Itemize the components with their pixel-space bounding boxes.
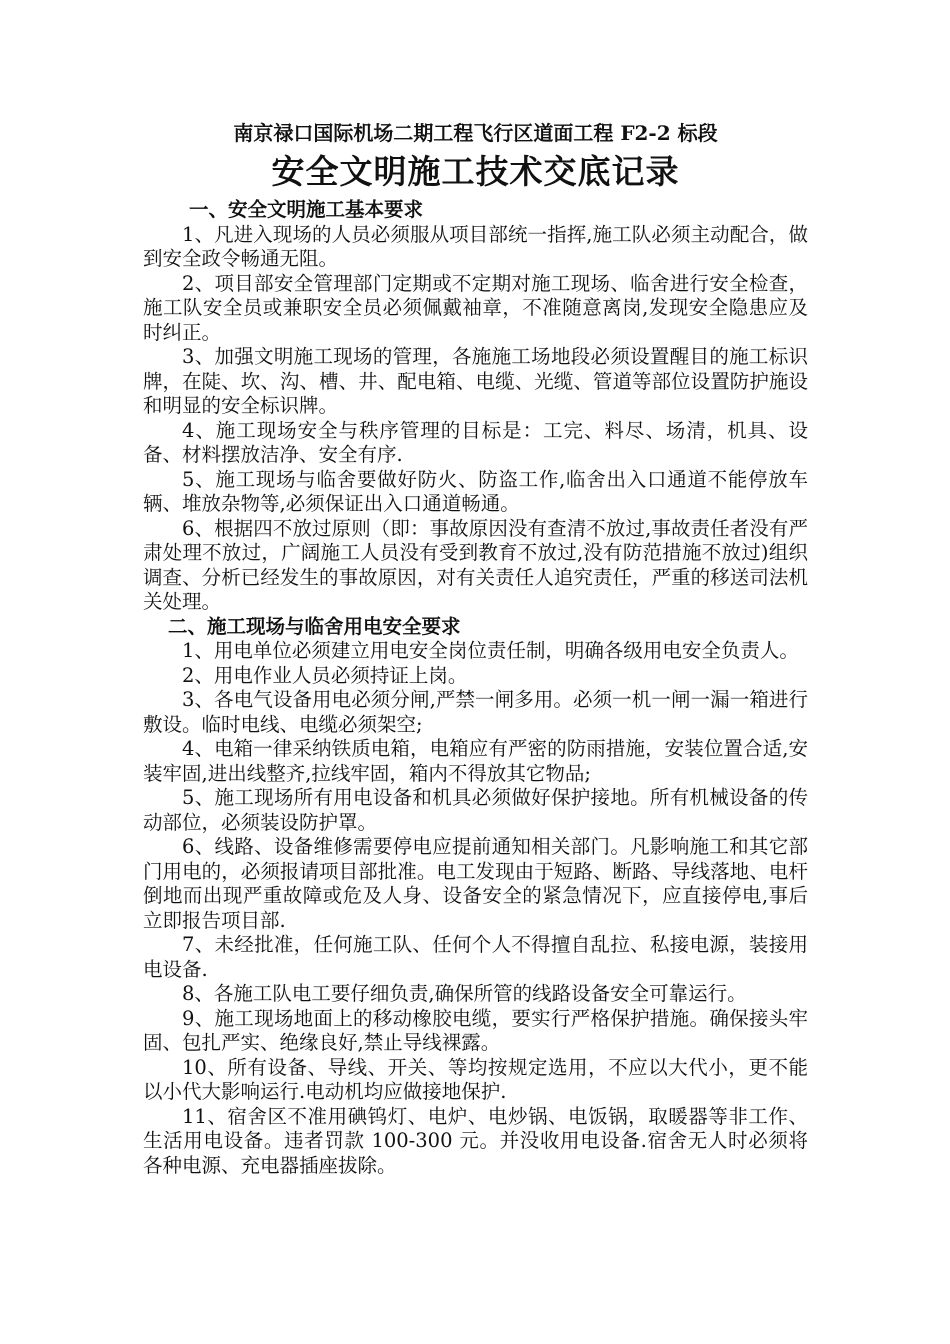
section-basic-requirements: [143, 198, 808, 615]
document-page: [143, 118, 808, 1178]
paragraph: 6、线路、设备维修需要停电应提前通知相关部门。凡影响施工和其它部门用电的，必须报请项目部批准。电工发现由于短路、断路、导线落地、电杆倒地而出现严重故障或危及人身、设备安全的紧急情况下，应直接停电,事后立即报告项目部.: [143, 835, 808, 932]
paragraph: 6、根据四不放过原则（即：事故原因没有查清不放过,事故责任者没有严肃处理不放过，广阔施工人员没有受到教育不放过,没有防范措施不放过)组织调查、分析已经发生的事故原因，对有关责任人追究责任，严重的移送司法机关处理。: [143, 516, 808, 613]
paragraph: 3、各电气设备用电必须分闸,严禁一闸多用。必须一机一闸一漏一箱进行敷设。临时电线、电缆必须架空;: [143, 688, 808, 736]
document-title: 安全文明施工技术交底记录: [271, 152, 680, 191]
section-heading: 二、施工现场与临舍用电安全要求: [168, 614, 461, 638]
paragraph: 2、项目部安全管理部门定期或不定期对施工现场、临舍进行安全检查，施工队安全员或兼职安全员必须佩戴袖章，不准随意离岗,发现安全隐患应及时纠正。: [143, 271, 808, 344]
section-electrical-safety: [143, 615, 808, 1179]
paragraph: 8、各施工队电工要仔细负责,确保所管的线路设备安全可靠运行。: [182, 982, 747, 1005]
document-subtitle: 南京禄口国际机场二期工程飞行区道面工程 F2-2 标段: [233, 121, 718, 145]
section-heading: 一、安全文明施工基本要求: [189, 198, 424, 221]
paragraph: 1、凡进入现场的人员必须服从项目部统一指挥,施工队必须主动配合，做到安全政令畅通无阻。: [143, 222, 808, 270]
paragraph: 4、电箱一律采纳铁质电箱，电箱应有严密的防雨措施，安装位置合适,安装牢固,进出线整齐,拉线牢固，箱内不得放其它物品;: [143, 737, 808, 785]
paragraph: 9、施工现场地面上的移动橡胶电缆，要实行严格保护措施。确保接头牢固、包扎严实、绝缘良好,禁止导线裸露。: [143, 1006, 808, 1054]
paragraph: 4、施工现场安全与秩序管理的目标是：工完、料尽、场清，机具、设备、材料摆放洁净、安全有序.: [143, 418, 808, 466]
paragraph: 1、用电单位必须建立用电安全岗位责任制，明确各级用电安全负责人。: [182, 639, 799, 662]
paragraph: 5、施工现场所有用电设备和机具必须做好保护接地。所有机械设备的传动部位，必须装设防护罩。: [143, 786, 808, 834]
paragraph: 11、宿舍区不准用碘钨灯、电炉、电炒锅、电饭锅，取暖器等非工作、生活用电设备。违者罚款 100-300 元。并没收用电设备.宿舍无人时必须将各种电源、充电器插座拔除。: [143, 1104, 808, 1177]
paragraph: 3、加强文明施工现场的管理，各施施工场地段必须设置醒目的施工标识牌，在陡、坎、沟、槽、井、配电箱、电缆、光缆、管道等部位设置防护施设和明显的安全标识牌。: [143, 345, 808, 417]
paragraph: 10、所有设备、导线、开关、等均按规定选用，不应以大代小，更不能以小代大影响运行.电动机均应做接地保护.: [143, 1055, 808, 1103]
paragraph: 2、用电作业人员必须持证上岗。: [182, 663, 468, 687]
paragraph: 7、未经批准，任何施工队、任何个人不得擅自乱拉、私接电源，装接用电设备.: [143, 933, 808, 981]
paragraph: 5、施工现场与临舍要做好防火、防盗工作,临舍出入口通道不能停放车辆、堆放杂物等,必须保证出入口通道畅通。: [143, 467, 808, 515]
